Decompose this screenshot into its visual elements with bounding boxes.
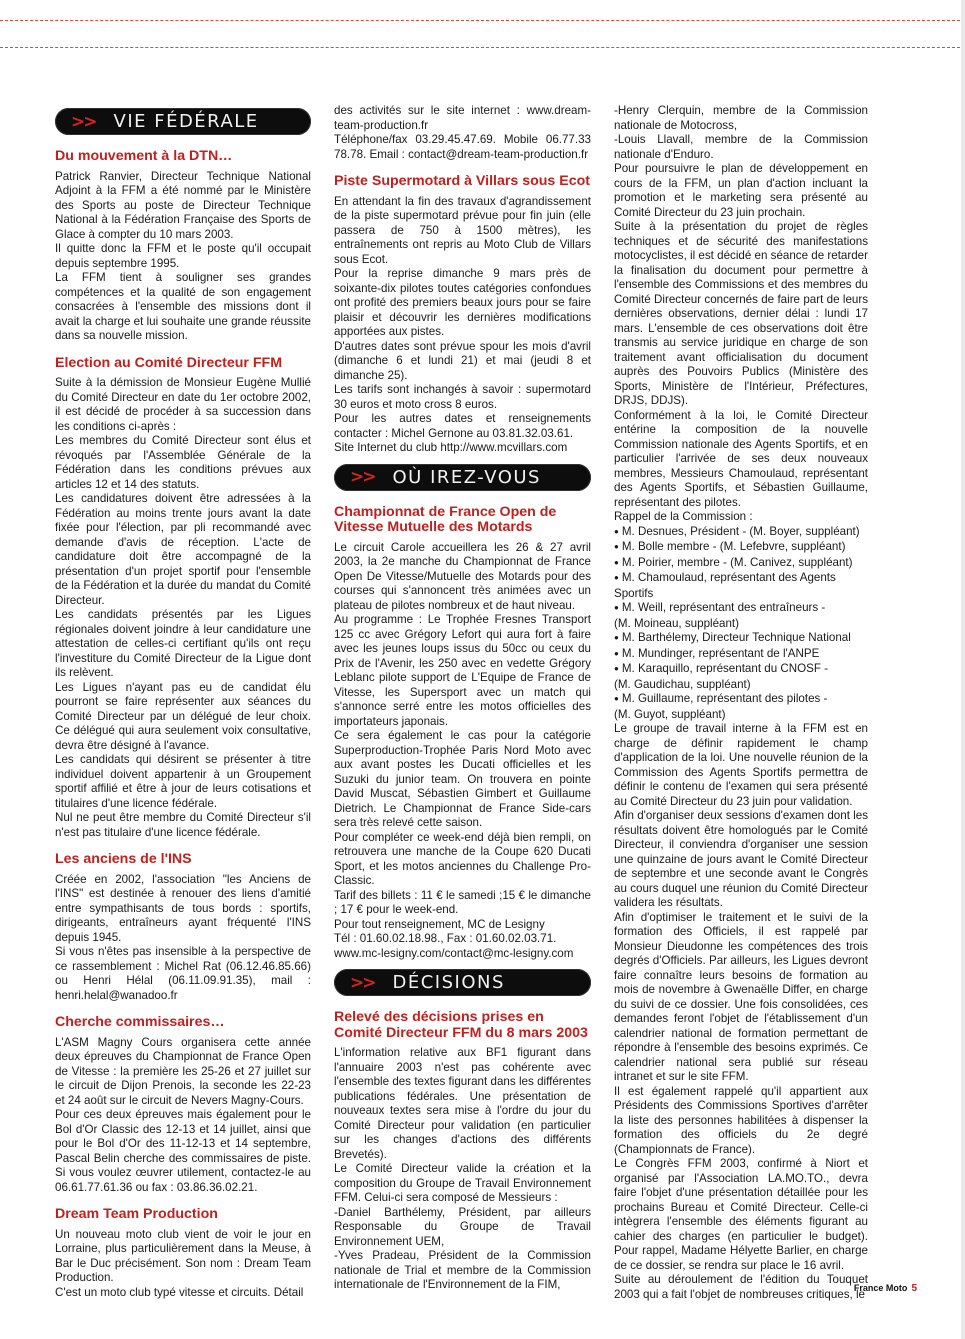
paragraph: Pour la reprise dimanche 9 mars près de soixante-dix pilotes toutes catégories confondues ont profité des premiers beaux jours pour se faire plaisir et découvrir les dernières modifications apportées aux pistes. [334, 267, 591, 338]
page-edge [961, 0, 965, 1339]
paragraph: Conformément à la loi, le Comité Directeur entérine la composition de la nouvelle Commission nationale des Agents Sportifs, et en particulier l'arrivée de ses deux nouveaux membres, Messieurs Chamoulaud, représentant des Agents Sportifs, et Sébastien Guillaume, représentant des pilotes. [614, 408, 868, 509]
section-banner-vie-federale [55, 108, 311, 135]
paragraph: -Henry Clerquin, membre de la Commission nationale de Motocross, [614, 104, 868, 132]
paragraph: -Yves Pradeau, Président de la Commission nationale de Trial et membre de la Commission internationale de l'Environnement de la FIM, [334, 1249, 591, 1291]
paragraph: Nul ne peut être membre du Comité Directeur s'il n'est pas titulaire d'une licence fédérale. [55, 811, 311, 839]
top-dashed-rule [0, 20, 965, 21]
paragraph: Le Comité Directeur valide la création et la composition du Groupe de Travail Environnement FFM. Celui-ci sera composé de Messieurs : [334, 1162, 591, 1204]
commission-members-list [614, 525, 868, 723]
double-chevron-icon: >> [350, 972, 375, 993]
paragraph: Rappel de la Commission : [614, 510, 753, 523]
paragraph: Pour poursuivre le plan de développement en cours de la FFM, un plan d'action incluant la promotion et le marketing sera présenté au Comité Directeur du 23 juin prochain. [614, 162, 868, 219]
list-item: ● M. Chamoulaud, représentant des Agents Sportifs [614, 571, 868, 601]
banner-title: VIE FÉDÉRALE [113, 111, 259, 132]
section-banner-ou-irez-vous [334, 464, 591, 491]
paragraph: Pour tout renseignement, MC de Lesigny [334, 917, 545, 931]
paragraph: Suite au déroulement de l'édition du Touquet 2003 qui a fait l'objet de nombreuses critiques, le [614, 1273, 868, 1301]
paragraph: Les Ligues n'ayant pas eu de candidat élu pourront se faire représenter aux séances du Comité Directeur par un délégué de leur choix. Ce délégué qui aura seulement voix consultative, devra être désigné à l'avance. [55, 680, 311, 752]
banner-title: OÙ IREZ-VOUS [392, 466, 541, 488]
column-3 [614, 104, 868, 1302]
article-title: Les anciens de l'INS [55, 851, 192, 867]
paragraph: Tél : 01.60.02.18.98., Fax : 01.60.02.03.71. [334, 932, 557, 945]
list-item: ● M. Weill, représentant des entraîneurs - [614, 601, 868, 617]
list-item: ● M. Poirier, membre - (M. Canivez, suppléant) [614, 556, 868, 572]
paragraph: Il est également rappelé qu'il appartient aux Présidents des Commissions Sportives d'arrêter la liste des personnes habilitées à dispenser la formation des officiels du 2e degré (Championnats de France). [614, 1084, 868, 1156]
paragraph: Ce sera également le cas pour la catégorie Superproduction-Trophée Paris Nord Moto avec aux avant postes les Ducati officielles et les Suzuki du junior team. On trouvera en pointe David Muscat, Sébastien Gimbert et Guillaume Dietrich. Le Championnat de France Side-cars sera très relevé cette saison. [334, 729, 591, 829]
paragraph: Patrick Ranvier, Directeur Technique National Adjoint à la FFM a été nommé par le Ministère des Sports au poste de Directeur Technique National à la Fédération Française des Sports de Glace à compter du 10 mars 2003. [55, 169, 311, 241]
list-item: ● M. Barthélemy, Directeur Technique National [614, 631, 868, 647]
paragraph: Il quitte donc la FFM et le poste qu'il occupait depuis septembre 1995. [55, 242, 311, 270]
paragraph: -Daniel Barthélemy, Président, par ailleurs Responsable du Groupe de Travail Environnement UEM, [334, 1205, 591, 1248]
paragraph: D'autres dates sont prévue spour les mois d'avril (dimanche 6 et lundi 21) et mai (jeudi 8 et dimanche 25). [334, 339, 591, 382]
double-chevron-icon: >> [350, 467, 375, 487]
list-item: ● M. Karaquillo, représentant du CNOSF - [614, 662, 868, 678]
header-dashed-rule [0, 47, 965, 48]
paragraph: Créée en 2002, l'association "les Anciens de l'INS" est destinée à renouer des liens d'amitié entre sympathisants de tous bords : sportifs, dirigeants, entraîneurs ayant fréquenté l'INS depuis 1945. [55, 872, 311, 944]
paragraph: La FFM tient à souligner ses grandes compétences et la qualité de son engagement consacrées à l'ensemble des missions dont il avait la charge et lui souhaite une grande réussite dans sa nouvelle mission. [55, 271, 311, 342]
paragraph: Les candidatures doivent être adressées à la Fédération au moins trente jours avant la date fixée pour l'élection, par pli recommandé avec demande d'avis de réception. L'acte de candidature doit être accompagné de la présentation d'un projet sportif pour l'ensemble de la Fédération et la durée du mandat du Comité Directeur. [55, 492, 311, 607]
list-item: ● M. Mundinger, représentant de l'ANPE [614, 647, 868, 663]
paragraph: Le Congrès FFM 2003, confirmé à Niort et organisé par l'Association LA.MO.TO., devra faire l'objet d'une présentation détaillée pour les prochains Bureau et Comité Directeur. Celle-ci intègrera l'ensemble des éléments figurant au cahier des charges (en particulier le budget). Pour rappel, Madame Hélyette Barlier, en charge de ce dossier, se rendra sur place le 16 avril. [614, 1157, 868, 1272]
paragraph: Pour ces deux épreuves mais également pour le Bol d'Or Classic des 12-13 et 14 juillet, ainsi que pour le Bol d'Or des 11-12-13 et 14 septembre, Pascal Belin cherche des commissaires de piste. Si vous voulez œuvrer utilement, contactez-le au 06.61.77.61.36 ou fax : 03.86.36.02.21. [55, 1108, 311, 1194]
column-2 [334, 104, 591, 1293]
paragraph: -Louis Llavall, membre de la Commission nationale d'Enduro. [614, 133, 868, 161]
paragraph: Au programme : Le Trophée Fresnes Transport 125 cc avec Grégory Lefort qui aura fort à faire avec les jeunes loups issus du 50cc ou ceux du Prix de l'Avenir, les 250 avec en vedette Grégory Leblanc pilote support de L'Equipe de France de Vitesse, les Supersport avec un match qui s'annonce serré entre les motos officielles des importateurs japonais. [334, 613, 591, 728]
article-title: Cherche commissaires… [55, 1014, 225, 1030]
paragraph: En attendant la fin des travaux d'agrandissement de la piste supermotard prévue pour fin juin (elle passera de 750 à 1500 mètres), les entraînements ont repris au Moto Club de Villars sous Ecot. [334, 194, 591, 266]
paragraph: Les membres du Comité Directeur sont élus et révoqués par l'Assemblée Générale de la Fédération dans les conditions prévues aux articles 12 et 14 des statuts. [55, 434, 311, 491]
paragraph: L'information relative aux BF1 figurant dans l'annuaire 2003 n'est pas cohérente avec l'ensemble des textes figurant dans les différentes publications fédérales. Une présentation de nouveaux textes sera mise à l'ordre du jour du Comité Directeur pour validation (en particulier sur les changes d'actions des différents Brevetés). [334, 1046, 591, 1161]
paragraph: Le groupe de travail interne à la FFM est en charge de définir rapidement le champ d'application de la loi. Une nouvelle réunion de la Commission des Agents Sportifs permettra de définir le contenu de l'examen qui sera présenté au Comité Directeur du 23 juin pour validation. [614, 722, 868, 808]
magazine-name: France Moto [853, 1283, 908, 1293]
paragraph: Les candidats présentés par les Ligues régionales doivent joindre à leur candidature une attestation de celles-ci certifiant qu'ils ont reçu l'investiture du Comité Directeur de la Ligue dont ils relèvent. [55, 608, 311, 679]
banner-title: DÉCISIONS [392, 972, 505, 993]
page-footer [854, 1283, 917, 1294]
paragraph: Pour compléter ce week-end déjà bien rempli, on retrouvera une manche de la Coupe 620 Ducati Sport, et les motos anciennes du Challenge Pro-Classic. [334, 830, 591, 887]
paragraph: Téléphone/fax 03.29.45.47.69. Mobile 06.77.33 78.78. Email : contact@dream-team-production.fr [334, 133, 591, 161]
article-title: Relevé des décisions prises en Comité Directeur FFM du 8 mars 2003 [334, 1009, 588, 1041]
paragraph: Suite à la présentation du projet de règles techniques et de sécurité des manifestations motocyclistes, il est décidé en séance de retarder la finalisation du document pour permettre à l'ensemble des Commissions et des membres du Comité Directeur concernés de faire part de leurs dernières observations, dernier délai : lundi 17 mars. L'ensemble de ces observations doit être transmis au service juridique en charge de son traitement avant officialisation du document auprès des Pouvoirs Publics (Ministère des Sports, Ministère de l'Intérieur, Préfectures, DRJS, DDJS). [614, 220, 868, 407]
list-item: (M. Moineau, suppléant) [614, 616, 740, 630]
section-banner-decisions [334, 969, 591, 996]
list-item: ● M. Guillaume, représentant des pilotes - [614, 692, 868, 708]
paragraph: Si vous n'êtes pas insensible à la perspective de ce rassemblement : Michel Rat (06.12.46.85.66) ou Henri Hélal (06.11.09.91.35), mail : henri.helal@wanadoo.fr [55, 945, 311, 1002]
paragraph: Pour les autres dates et renseignements contacter : Michel Gernone au 03.81.32.03.61. [334, 412, 591, 440]
paragraph: www.mc-lesigny.com/contact@mc-lesigny.com [334, 946, 574, 960]
paragraph: C'est un moto club typé vitesse et circuits. Détail [55, 1285, 304, 1299]
article-title: Piste Supermotard à Villars sous Ecot [334, 173, 590, 189]
paragraph: Site Internet du club http://www.mcvillars.com [334, 441, 568, 454]
article-title: Du mouvement à la DTN… [55, 148, 233, 164]
article-title: Championnat de France Open de Vitesse Mutuelle des Motards [334, 503, 557, 535]
paragraph: Suite à la démission de Monsieur Eugène Mullié du Comité Directeur en date du 1er octobre 2002, il est décidé de procéder à sa succession dans les conditions ci-après : [55, 376, 311, 433]
double-chevron-icon: >> [71, 111, 96, 132]
list-item: ● M. Bolle membre - (M. Lefebvre, suppléant) [614, 540, 868, 556]
page-number: 5 [911, 1283, 917, 1294]
list-item: (M. Guyot, suppléant) [614, 707, 726, 721]
paragraph: Afin d'optimiser le traitement et le suivi de la formation des Officiels, il est rappelé par Monsieur Dieudonne les compétences des trois degrés d'Officiels. Par ailleurs, les Ligues devront faire connaître leurs besoins de formation au mois de novembre à Gwenaëlle Differ, en charge du suivi de ce dossier. Une fois consolidées, ces demandes feront l'objet de l'établissement d'un calendrier national de formation permettant de répondre à l'ensemble des besoins exprimés. Ce calendrier national sera publié sur réseau intranet et sur le site FFM. [614, 910, 868, 1083]
paragraph: des activités sur le site internet : www.dream-team-production.fr [334, 104, 591, 132]
column-1 [55, 108, 311, 1300]
article-title: Election au Comité Directeur FFM [55, 354, 283, 371]
paragraph: L'ASM Magny Cours organisera cette année deux épreuves du Championnat de France Open de Vitesse : la première les 25-26 et 27 juillet sur le circuit de Dijon Prenois, la seconde les 22-23 et 24 août sur le circuit de Nevers Magny-Cours. [55, 1035, 311, 1107]
paragraph: Afin d'organiser deux sessions d'examen dont les résultats doivent être homologués par le Comité Directeur, il conviendra d'organiser une session une quinzaine de jours avant le Comité Directeur de septembre et une seconde avant le Congrès au cours duquel une réunion du Comité Directeur validera les résultats. [614, 809, 868, 909]
list-item: (M. Gaudichau, suppléant) [614, 677, 751, 691]
paragraph: Tarif des billets : 11 € le samedi ;15 € le dimanche ; 17 € pour le week-end. [334, 888, 591, 916]
paragraph: Le circuit Carole accueillera les 26 & 27 avril 2003, la 2e manche du Championnat de France Open De Vitesse/Mutuelle des Motards pour des courses qui s'annoncent très animées avec un plateau de pilotes nombreux et de haut niveau. [334, 540, 591, 612]
paragraph: Les candidats qui désirent se présenter à titre individuel doivent appartenir à un Groupement sportif affilié et être à jour de leurs cotisations et titulaires d'une licence fédérale. [55, 753, 311, 810]
article-title: Dream Team Production [55, 1206, 218, 1222]
list-item: ● M. Desnues, Président - (M. Boyer, suppléant) [614, 525, 868, 541]
paragraph: Les tarifs sont inchangés à savoir : supermotard 30 euros et moto cross 8 euros. [334, 383, 591, 411]
paragraph: Un nouveau moto club vient de voir le jour en Lorraine, plus particulièrement dans la Meuse, à Bar le Duc précisément. Son nom : Dream Team Production. [55, 1227, 311, 1284]
